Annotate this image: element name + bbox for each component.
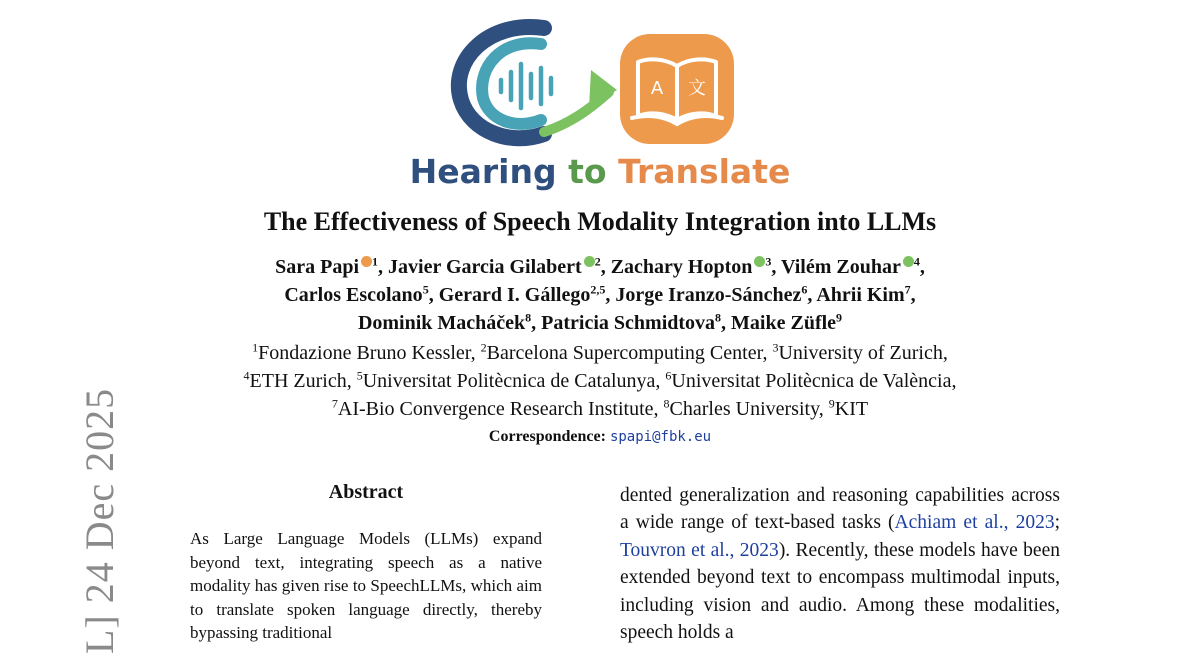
email-link[interactable]: spapi@fbk.eu	[609, 429, 712, 445]
affil-mark: 6	[665, 368, 672, 383]
author-name: Zachary Hopton	[610, 256, 753, 278]
author-name: Maike Züfle	[731, 312, 837, 334]
book-glyph-left: A	[650, 78, 664, 99]
affil-mark: 8	[663, 396, 670, 411]
author-affil-mark: 6	[801, 282, 808, 297]
wordmark-part-3: Translate	[618, 152, 791, 191]
brand-wordmark	[300, 152, 900, 191]
affil-mark: 4	[243, 368, 250, 383]
citation-link[interactable]: Touvron et al., 2023	[620, 539, 779, 561]
orcid-icon[interactable]	[754, 256, 765, 267]
abstract-heading: Abstract	[328, 481, 404, 503]
affiliations-line-1	[100, 342, 1100, 365]
author-name: Vilém Zouhar	[781, 256, 901, 278]
affiliations-line-3	[100, 398, 1100, 421]
intro-paragraph	[620, 482, 1060, 646]
author-affil-mark: 1	[372, 254, 379, 269]
author-affil-mark: 8	[715, 310, 722, 325]
orcid-icon[interactable]	[903, 256, 914, 267]
affil-mark: 7	[331, 396, 338, 411]
affil-mark: 5	[356, 368, 363, 383]
author-affil-mark: 8	[525, 310, 532, 325]
author-affil-mark: 2,5	[590, 282, 606, 297]
author-name: Ahrii Kim	[816, 284, 905, 306]
author-affil-mark: 7	[904, 282, 911, 297]
author-affil-mark: 5	[422, 282, 429, 297]
affiliation: Universitat Politècnica de Catalunya,	[362, 370, 661, 392]
affil-mark: 1	[252, 340, 259, 355]
orcid-icon[interactable]	[584, 256, 595, 267]
affiliation: University of Zurich,	[778, 342, 948, 364]
authors-line-3: Dominik Macháček$^8$, Patricia Schmidtova$^8$, Maike Züfle$^9$	[357, 310, 843, 334]
wordmark-part-1: Hearing	[409, 152, 557, 191]
affil-mark: 2	[480, 340, 487, 355]
author-name: Sara Papi	[275, 256, 360, 278]
affiliation: Barcelona Supercomputing Center,	[486, 342, 768, 364]
author-affil-mark: 4	[913, 254, 920, 269]
affil-mark: 3	[772, 340, 779, 355]
affiliation: Universitat Politècnica de València,	[671, 370, 957, 392]
author-name: Patricia Schmidtova	[541, 312, 716, 334]
paper-title: The Effectiveness of Speech Modality Integration into LLMs	[263, 207, 937, 236]
arxiv-stamp-text: L] 24 Dec 2025	[77, 387, 122, 654]
correspondence-label: Correspondence:	[488, 428, 606, 445]
affiliation: Charles University,	[669, 398, 824, 420]
author-name: Javier Garcia Gilabert	[388, 256, 582, 278]
intro-text: ;	[1054, 512, 1060, 534]
citation-link[interactable]: Achiam et al., 2023	[894, 512, 1055, 534]
affiliation: ETH Zurich,	[249, 370, 352, 392]
intro-text: ). Recently, these models have been extended beyond text to encompass multimodal inputs, including vision and audio. Among these modalities, speech holds a	[620, 539, 1060, 644]
affil-mark: 9	[828, 396, 835, 411]
author-affil-mark: 2	[594, 254, 601, 269]
authors-line-2: Carlos Escolano$^5$, Gerard I. Gállego$^{2,5}$, Jorge Iranzo-Sánchez$^6$, Ahrii Kim$^7$,	[284, 282, 916, 306]
author-name: Dominik Macháček	[357, 312, 526, 334]
arxiv-side-stamp	[28, 387, 122, 654]
affiliations-line-2	[100, 370, 1100, 393]
intro-text: dented generalization and reasoning capabilities across a wide range of text-based tasks (	[620, 485, 1060, 534]
author-name: Carlos Escolano	[284, 284, 423, 306]
authors-line-1: Sara Papi $^1$, Javier Garcia Gilabert $^2$, Zachary Hopton $^3$, Vilém Zouhar $^4$,	[275, 254, 925, 278]
book-translate-icon	[618, 32, 736, 146]
affiliation: AI-Bio Convergence Research Institute,	[337, 398, 659, 420]
correspondence-line	[100, 428, 1100, 446]
affiliation: KIT	[834, 398, 869, 420]
author-affil-mark: 9	[836, 310, 843, 325]
waveform-logo-icon	[449, 20, 619, 145]
book-glyph-right: 文	[688, 78, 706, 99]
wordmark-part-2: to	[568, 152, 607, 191]
affiliation: Fondazione Bruno Kessler,	[258, 342, 476, 364]
abstract-text: As Large Language Models (LLMs) expand beyond text, integrating speech as a native modality has given rise to SpeechLLMs, which aim to translate spoken language directly, thereby bypassing traditional	[190, 529, 542, 643]
orcid-icon[interactable]	[361, 256, 372, 267]
author-affil-mark: 3	[765, 254, 772, 269]
author-name: Gerard I. Gállego	[438, 284, 591, 306]
author-name: Jorge Iranzo-Sánchez	[615, 284, 802, 306]
